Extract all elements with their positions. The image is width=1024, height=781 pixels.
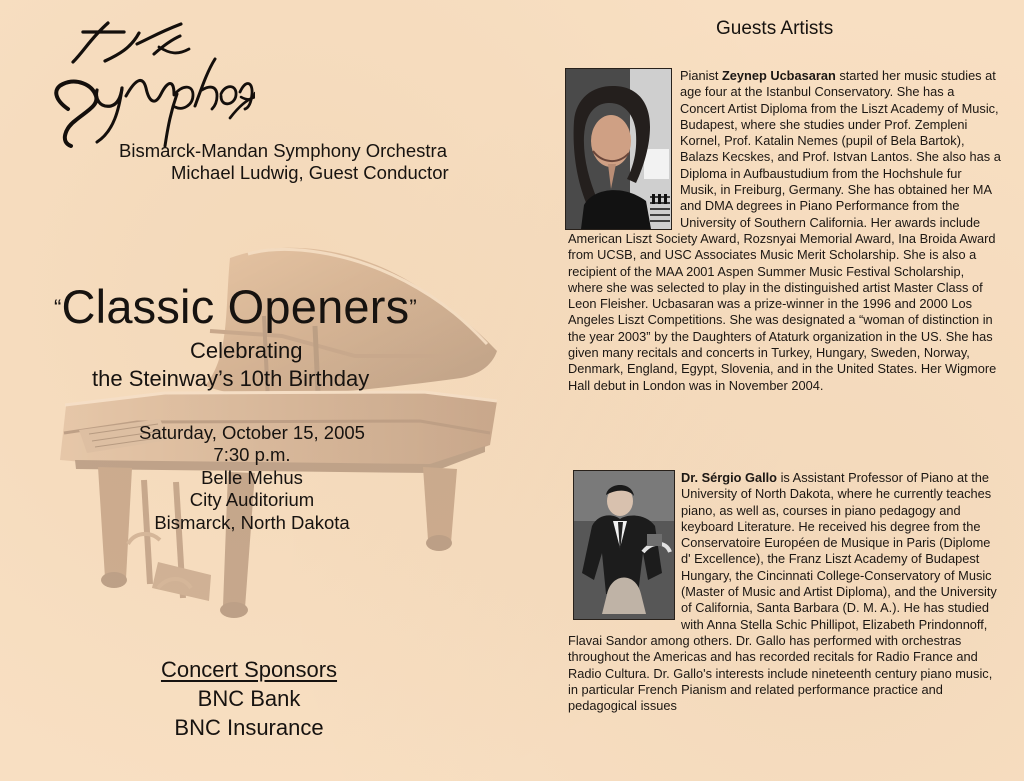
subtitle-line2: the Steinway’s 10th Birthday: [92, 366, 370, 391]
venue-building: City Auditorium: [189, 489, 315, 511]
concert-title: [54, 280, 417, 335]
artist-name: Zeynep Ucbasaran: [721, 68, 836, 83]
event-date: Saturday, October 15, 2005: [139, 422, 365, 443]
artist-name: Dr. Sérgio Gallo: [681, 470, 778, 485]
sponsor-item: BNC Insurance: [174, 715, 324, 740]
event-time: 7:30 p.m.: [213, 444, 291, 466]
subtitle-line1: Celebrating: [190, 338, 303, 363]
sponsors-heading: Concert Sponsors: [160, 657, 338, 682]
sponsor-item: BNC Bank: [197, 686, 301, 711]
title-close-quote: ”: [409, 295, 417, 320]
venue-location: Bismarck, North Dakota: [154, 511, 350, 533]
venue-name: Belle Mehus: [201, 466, 303, 488]
title-open-quote: “: [54, 295, 62, 320]
concert-sponsors: [124, 655, 374, 742]
artist-bio-zeynep: [568, 68, 1002, 394]
artist-prefix: Pianist: [680, 68, 722, 83]
title-text: Classic Openers: [61, 280, 410, 333]
artist-bio-text: started her music studies at age four at the Istanbul Conservatory. She has a Concert Artist Diploma from the Liszt Academy of Music, Budapest, where she studies under Prof. Zempleni Kornel, Prof. Katalin Nemes (pupil of Bela Bartok), Balazs Kecskes, and Prof. Istvan Lantos. She also has a Diploma in Aufbaustudium from the Hochshule fur Musik, in Freiburg, Germany. She has obtained her MA and DMA degrees in Piano Performance from the University of Southern California. Her awards include American Liszt Society Award, Rozsnyai Memorial Award, Ina Broida Award from UCSB, and USC Associates Music Merit Scholarship. She is also a recipient of the MAA 2001 Aspen Summer Music Festival Scholarship, where she was selected to play in the distinguished artist Master Class of Leon Fleisher. Ucbasaran was a prize-winner in the 1996 and 2000 Los Angeles Liszt Competitions. She was designated a “woman of distinction in the year 2003” by the Daughters of Ataturk organization in the US. She has given many recitals and concerts in Turkey, Hungary, Sweden, Norway, Denmark, England, Egypt, Slovenia, and in the United States. Her Wigmore Hall debut in London was in November 2004.: [568, 68, 1001, 393]
sergio-photo: [573, 470, 675, 620]
artist-bio-text: is Assistant Professor of Piano at the University of North Dakota, where he currently teaches piano, as well as, courses in piano pedagogy and keyboard Literature. He received his degree from the Conservatoire Européen de Musique in Paris (Diplome d' Excellence), the Franz Liszt Academy of Budapest Hungary, the Cincinnati College-Conservatory of Music (Master of Music and Artist Diploma), and the University of California, Santa Barbara (D. M. A.). He has studied with Anna Stella Schic Phillipot, Elizabeth Prindonnoff, Flavai Sandor among others. Dr. Gallo has performed with orchestras throughout the Americas and has recorded recitals for Radio France and Radio Cultura. Dr. Gallo's interests include nineteenth century piano music, in particular French Pianism and related performance practice and pedagogical issues: [568, 470, 997, 714]
guests-artists-heading: Guests Artists: [716, 18, 834, 39]
guest-conductor: Michael Ludwig, Guest Conductor: [171, 162, 449, 183]
symphony-logo: [50, 20, 255, 150]
artist-bio-sergio: [568, 470, 1002, 714]
zeynep-photo: [565, 68, 672, 230]
event-details: [122, 422, 382, 534]
orchestra-name: Bismarck-Mandan Symphony Orchestra: [119, 140, 447, 161]
